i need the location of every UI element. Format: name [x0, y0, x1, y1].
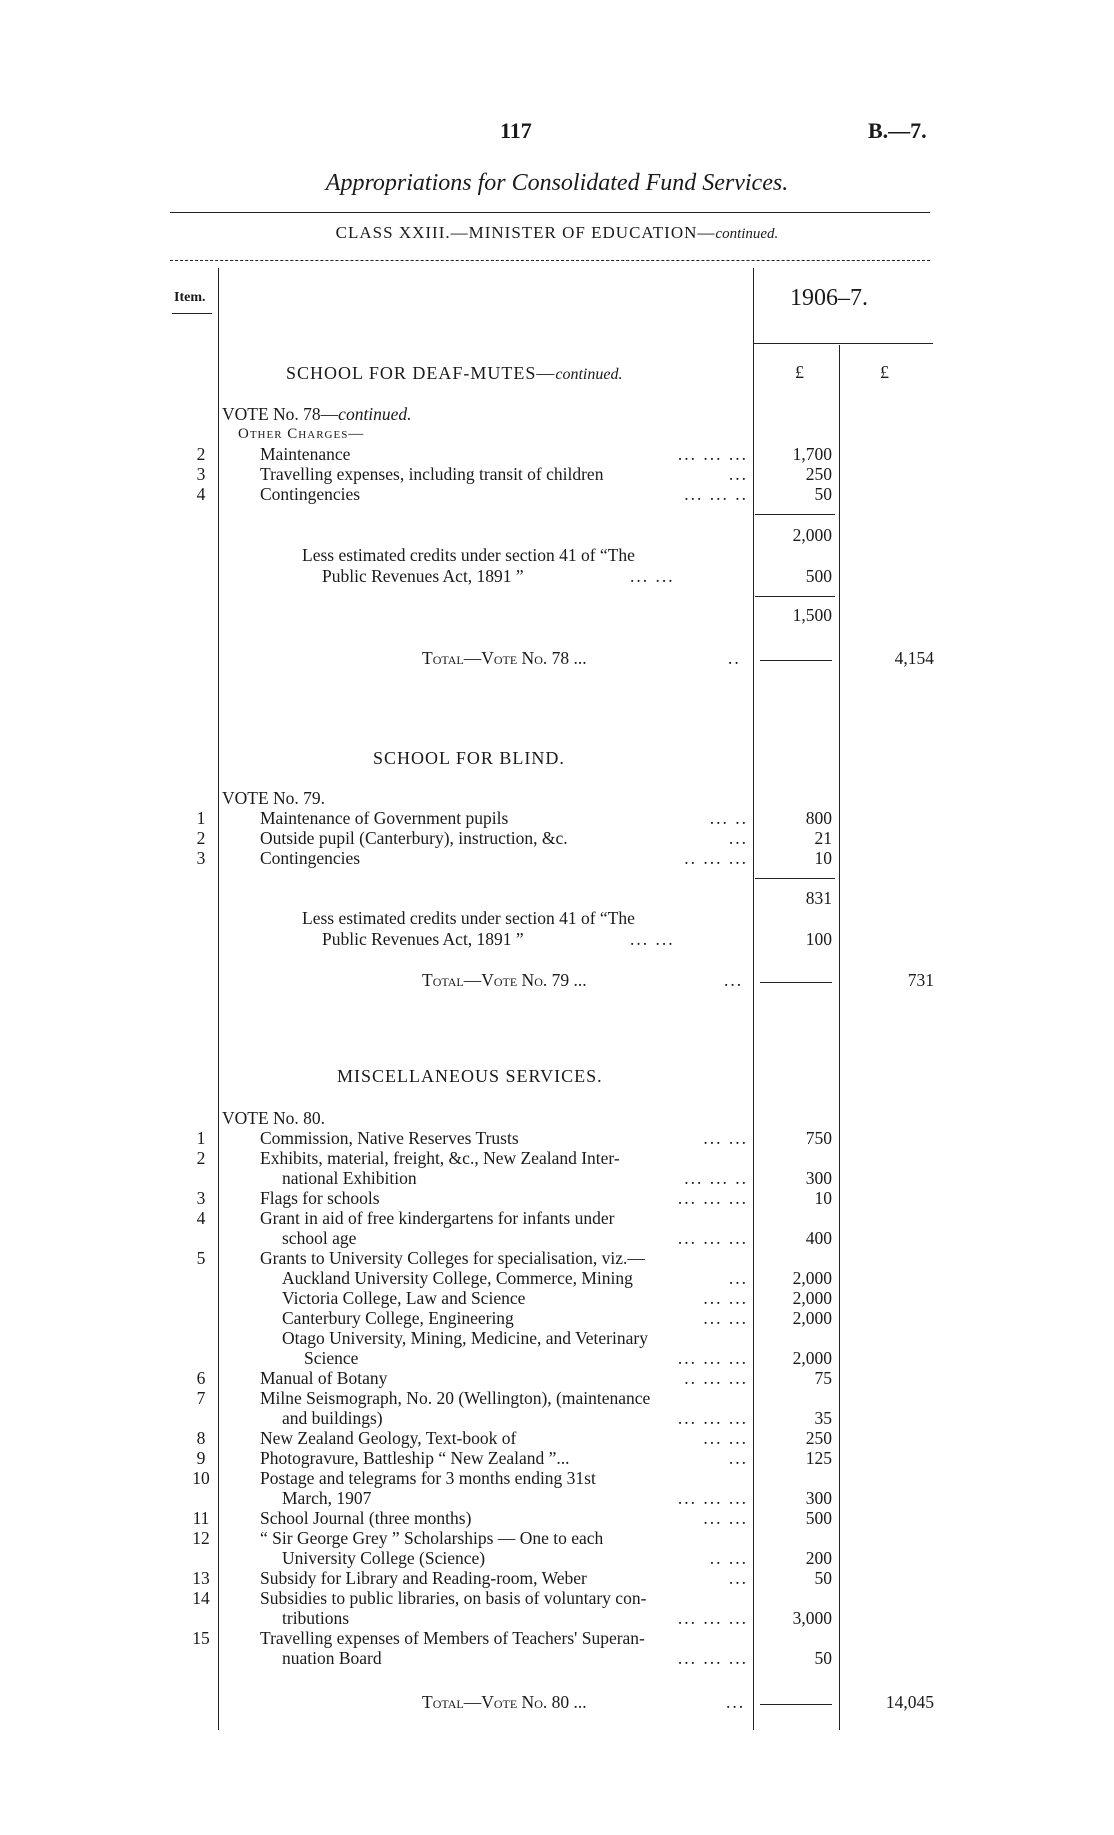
deaf-net: 1,500	[792, 605, 832, 625]
pound-sign-totals: £	[880, 362, 889, 382]
deaf-less-credits-line2: Public Revenues Act, 1891 ”	[322, 566, 524, 586]
row-amount: 3,000	[792, 1608, 832, 1628]
row-amount: 2,000	[792, 1268, 832, 1288]
leader-dots: ...	[728, 464, 748, 484]
row-amount: 21	[814, 828, 832, 848]
leader-dots: ...	[728, 1268, 748, 1288]
item-number: 5	[196, 1248, 206, 1268]
deaf-less-credits-line1: Less estimated credits under section 41 of “The	[302, 545, 635, 565]
item-number: 10	[192, 1468, 210, 1488]
row-amount: 2,000	[792, 1348, 832, 1368]
leader-dots: ... ...	[703, 1128, 748, 1148]
row-description: Postage and telegrams for 3 months ending 31st	[260, 1468, 596, 1488]
row-description: Commission, Native Reserves Trusts	[260, 1128, 519, 1148]
leader-dots: .. ...	[709, 1548, 748, 1568]
pound-sign-amounts: £	[795, 362, 804, 382]
row-amount: 300	[805, 1488, 832, 1508]
vote-78-total-dots: ..	[728, 648, 741, 668]
leader-dots: ... ...	[703, 1508, 748, 1528]
item-number: 14	[192, 1588, 210, 1608]
row-amount: 50	[814, 484, 832, 504]
vote-78-total: 4,154	[894, 648, 934, 668]
row-description: nuation Board	[282, 1648, 382, 1668]
row-description: Travelling expenses, including transit of children	[260, 464, 604, 484]
item-number: 11	[192, 1508, 210, 1528]
item-header-rule	[172, 313, 212, 314]
item-number: 4	[196, 1208, 206, 1228]
vote-78-total-label: Total—Vote No. 78 ...	[422, 648, 587, 668]
total-column-rule	[839, 345, 840, 1730]
row-description: Contingencies	[260, 484, 361, 504]
section-heading-deaf-mutes: SCHOOL FOR DEAF-MUTES—continued.	[286, 363, 623, 383]
row-description: school age	[282, 1228, 357, 1248]
row-amount: 500	[805, 1508, 832, 1528]
leader-dots: ... ..	[709, 808, 748, 828]
row-amount: 10	[814, 848, 832, 868]
item-number: 8	[196, 1428, 206, 1448]
year-header: 1906–7.	[790, 285, 868, 311]
vote-79-total-dots: ...	[724, 970, 744, 990]
document-reference: B.—7.	[868, 118, 927, 143]
leader-dots: ... ...	[703, 1428, 748, 1448]
row-amount: 2,000	[792, 1288, 832, 1308]
row-amount: 300	[805, 1168, 832, 1188]
leader-dots: ... ... ...	[677, 1188, 748, 1208]
item-number: 2	[196, 444, 206, 464]
row-description: Photogravure, Battleship “ New Zealand ”...	[260, 1448, 570, 1468]
top-rule	[170, 212, 930, 213]
blind-subtotal: 831	[805, 888, 832, 908]
row-amount: 250	[805, 464, 832, 484]
class-rule	[170, 260, 930, 261]
row-amount: 75	[814, 1368, 832, 1388]
row-description: Maintenance of Government pupils	[260, 808, 509, 828]
vote-79-total-dash	[760, 982, 832, 983]
other-charges-subheading: Other Charges—	[238, 426, 365, 442]
item-number: 1	[196, 808, 206, 828]
blind-less-credits-line1: Less estimated credits under section 41 of “The	[302, 908, 635, 928]
item-number: 12	[192, 1528, 210, 1548]
deaf-less-amount: 500	[805, 566, 832, 586]
row-amount: 10	[814, 1188, 832, 1208]
leader-dots: ... ...	[703, 1308, 748, 1328]
vote-80-total-label: Total—Vote No. 80 ...	[422, 1692, 587, 1712]
row-amount: 200	[805, 1548, 832, 1568]
row-description: March, 1907	[282, 1488, 372, 1508]
row-amount: 2,000	[792, 1308, 832, 1328]
blind-subtotal-rule	[755, 878, 835, 879]
amount-column-rule	[753, 268, 754, 1730]
vote-79-heading: VOTE No. 79.	[222, 788, 326, 808]
year-rule	[753, 343, 933, 344]
vote-80-total: 14,045	[885, 1692, 934, 1712]
item-number: 15	[192, 1628, 210, 1648]
row-description: Outside pupil (Canterbury), instruction, &c.	[260, 828, 568, 848]
row-description: Grants to University Colleges for specialisation, viz.—	[260, 1248, 645, 1268]
vote-78-total-dash	[760, 660, 832, 661]
row-description: Exhibits, material, freight, &c., New Zealand Inter-	[260, 1148, 620, 1168]
row-amount: 125	[805, 1448, 832, 1468]
item-number: 7	[196, 1388, 206, 1408]
subtotal-rule	[755, 514, 835, 515]
row-description: Otago University, Mining, Medicine, and Veterinary	[282, 1328, 648, 1348]
row-description: Manual of Botany	[260, 1368, 388, 1388]
row-description: Subsidies to public libraries, on basis of voluntary con-	[260, 1588, 647, 1608]
row-amount: 50	[814, 1648, 832, 1668]
item-number: 4	[196, 484, 206, 504]
row-description: tributions	[282, 1608, 350, 1628]
leader-dots: ... ...	[703, 1288, 748, 1308]
item-number: 3	[196, 464, 206, 484]
row-description: New Zealand Geology, Text-book of	[260, 1428, 517, 1448]
row-amount: 750	[805, 1128, 832, 1148]
leader-dots: ... ... ..	[684, 1168, 748, 1188]
vote-79-total: 731	[907, 970, 934, 990]
row-description: Travelling expenses of Members of Teachers' Superan-	[260, 1628, 645, 1648]
leader-dots: .. ... ...	[684, 1368, 748, 1388]
item-column-header: Item.	[174, 290, 206, 305]
section-heading-miscellaneous: MISCELLANEOUS SERVICES.	[337, 1066, 603, 1086]
row-description: Flags for schools	[260, 1188, 380, 1208]
page-subtitle: Appropriations for Consolidated Fund Services.	[325, 170, 789, 196]
row-description: Canterbury College, Engineering	[282, 1308, 514, 1328]
vote-80-heading: VOTE No. 80.	[222, 1108, 326, 1128]
leader-dots: ... ... ..	[684, 484, 748, 504]
leader-dots: .. ... ...	[684, 848, 748, 868]
row-amount: 250	[805, 1428, 832, 1448]
leader-dots: ... ... ...	[677, 1228, 748, 1248]
row-description: Contingencies	[260, 848, 361, 868]
deaf-subtotal: 2,000	[792, 525, 832, 545]
section-heading-blind: SCHOOL FOR BLIND.	[373, 748, 565, 768]
leader-dots: ... ... ...	[677, 1608, 748, 1628]
leader-dots: ...	[728, 828, 748, 848]
row-description: Victoria College, Law and Science	[282, 1288, 526, 1308]
leader-dots: ... ... ...	[677, 1488, 748, 1508]
blind-less-credits-line2: Public Revenues Act, 1891 ”	[322, 929, 524, 949]
leader-dots: ... ... ...	[677, 1348, 748, 1368]
item-number: 1	[196, 1128, 206, 1148]
item-number: 3	[196, 1188, 206, 1208]
row-description: national Exhibition	[282, 1168, 417, 1188]
leader-dots: ... ... ...	[677, 444, 748, 464]
blind-less-dots: ... ...	[630, 929, 675, 949]
row-description: Grant in aid of free kindergartens for infants under	[260, 1208, 615, 1228]
row-description: School Journal (three months)	[260, 1508, 472, 1528]
leader-dots: ...	[728, 1448, 748, 1468]
row-description: Maintenance	[260, 444, 351, 464]
item-number: 3	[196, 848, 206, 868]
row-description: Science	[304, 1348, 359, 1368]
vote-80-total-dash	[760, 1704, 832, 1705]
vote-80-total-dots: ...	[726, 1692, 746, 1712]
item-number: 6	[196, 1368, 206, 1388]
row-description: “ Sir George Grey ” Scholarships — One to each	[260, 1528, 604, 1548]
page-number: 117	[500, 118, 532, 143]
leader-dots: ... ... ...	[677, 1408, 748, 1428]
row-description: Auckland University College, Commerce, Mining	[282, 1268, 633, 1288]
item-number: 2	[196, 828, 206, 848]
deaf-less-dots: ... ...	[630, 566, 675, 586]
leader-dots: ...	[728, 1568, 748, 1588]
row-description: Milne Seismograph, No. 20 (Wellington), (maintenance	[260, 1388, 651, 1408]
row-amount: 400	[805, 1228, 832, 1248]
item-number: 2	[196, 1148, 206, 1168]
row-description: Subsidy for Library and Reading-room, Weber	[260, 1568, 587, 1588]
net-rule	[755, 596, 835, 597]
item-number: 13	[192, 1568, 210, 1588]
row-description: University College (Science)	[282, 1548, 486, 1568]
row-amount: 1,700	[792, 444, 832, 464]
row-amount: 800	[805, 808, 832, 828]
row-amount: 50	[814, 1568, 832, 1588]
item-number: 9	[196, 1448, 206, 1468]
leader-dots: ... ... ...	[677, 1648, 748, 1668]
vote-79-total-label: Total—Vote No. 79 ...	[422, 970, 587, 990]
row-description: and buildings)	[282, 1408, 383, 1428]
class-heading: CLASS XXIII.—MINISTER OF EDUCATION—continued.	[335, 223, 779, 242]
vote-78-heading: VOTE No. 78—continued.	[222, 404, 412, 424]
blind-less-amount: 100	[805, 929, 832, 949]
row-amount: 35	[814, 1408, 832, 1428]
